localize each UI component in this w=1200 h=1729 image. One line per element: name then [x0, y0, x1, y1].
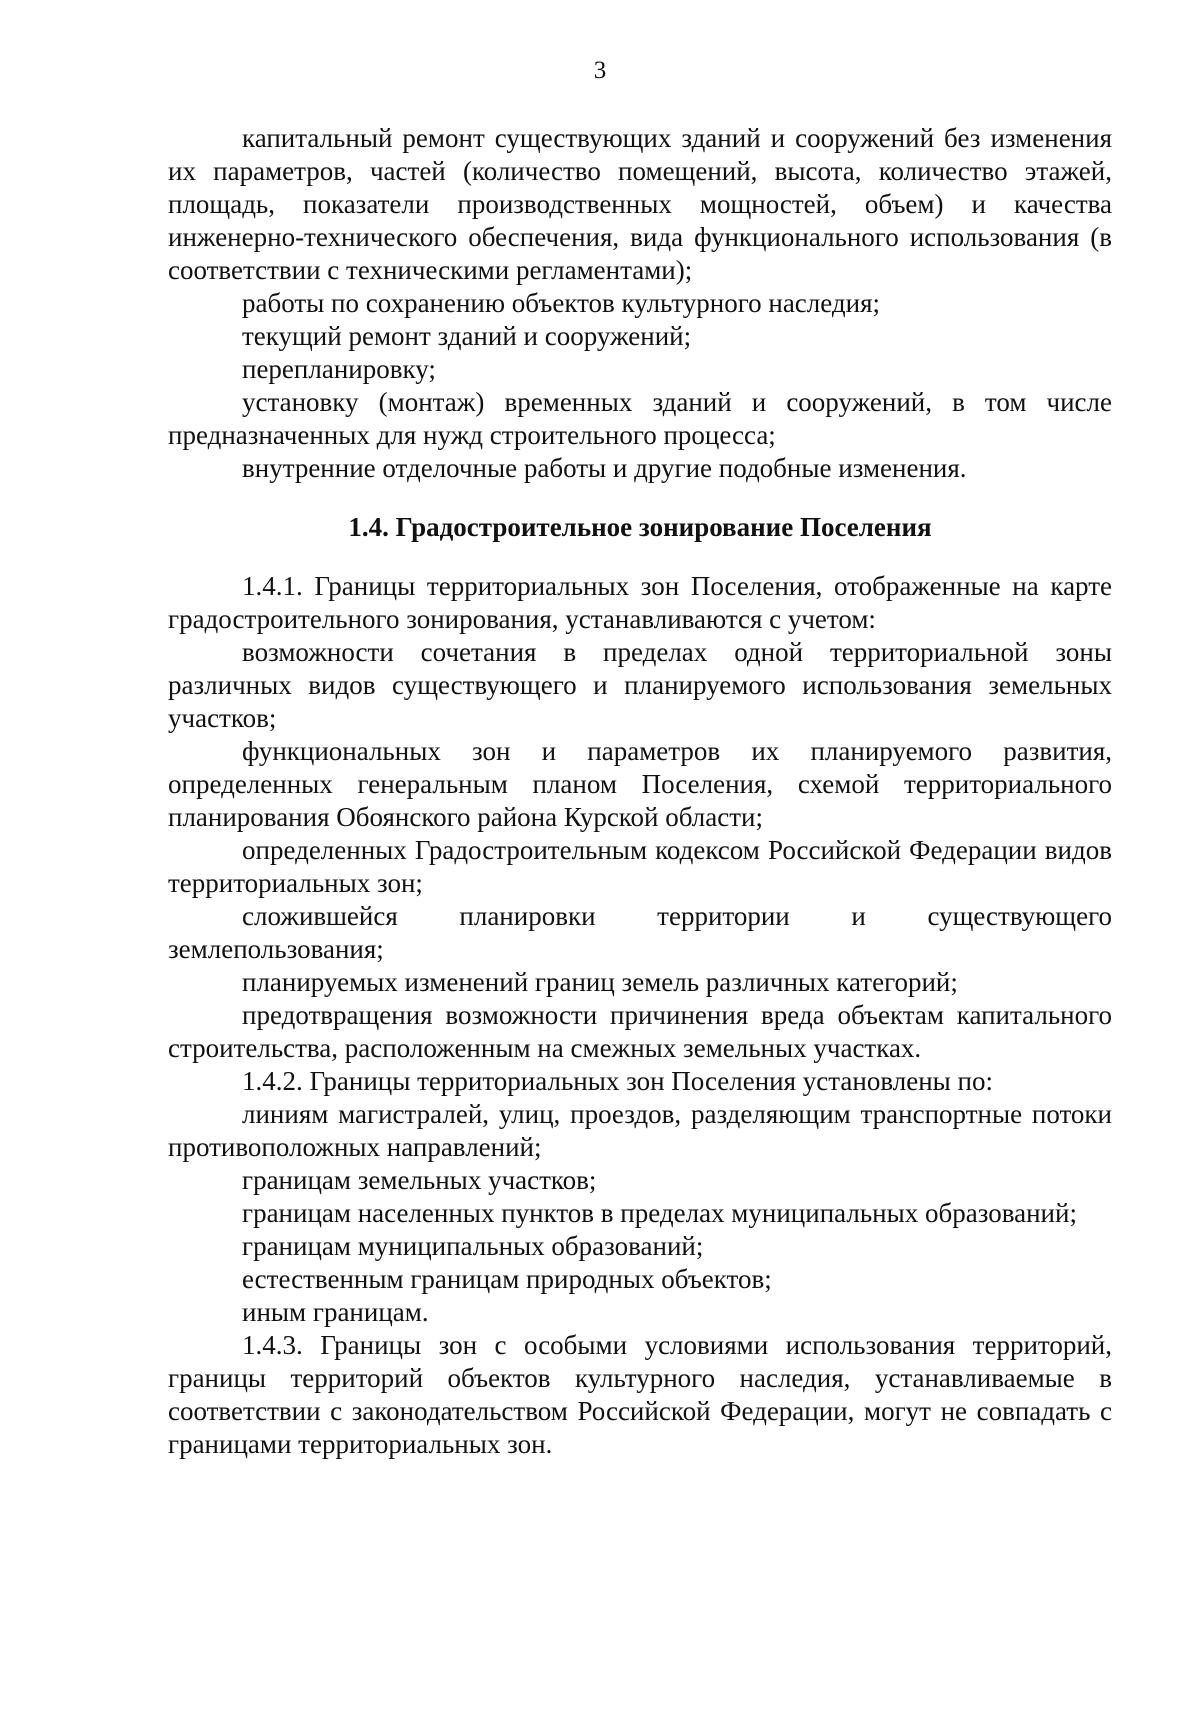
- paragraph: естественным границам природных объектов;: [242, 1264, 772, 1294]
- paragraph: внутренние отделочные работы и другие подобные изменения.: [242, 453, 967, 483]
- section-heading: 1.4. Градостроительное зонирование Поселения: [348, 512, 932, 542]
- paragraph: определенных Градостроительным кодексом Российской Федерации видов территориальных зон;: [168, 835, 1112, 898]
- document-body: [168, 122, 1112, 1461]
- paragraph: иным границам.: [242, 1297, 429, 1327]
- paragraph: линиям магистралей, улиц, проездов, разделяющим транспортные потоки противоположных направлений;: [168, 1099, 1112, 1162]
- paragraph: планируемых изменений границ земель различных категорий;: [242, 967, 958, 997]
- paragraph: возможности сочетания в пределах одной территориальной зоны различных видов существующего и планируемого использования земельных участков;: [168, 637, 1112, 733]
- paragraph: 1.4.2. Границы территориальных зон Поселения установлены по:: [242, 1066, 993, 1096]
- paragraph: 1.4.1. Границы территориальных зон Поселения, отображенные на карте градостроительного зонирования, устанавливаются с учетом:: [168, 571, 1112, 634]
- paragraph: сложившейся планировки территории и существующего землепользования;: [168, 901, 1112, 964]
- paragraph: предотвращения возможности причинения вреда объектам капитального строительства, расположенным на смежных земельных участках.: [168, 1000, 1112, 1063]
- paragraph: функциональных зон и параметров их планируемого развития, определенных генеральным планом Поселения, схемой территориального планирования Обоянского района Курской области;: [168, 736, 1112, 832]
- paragraph: 1.4.3. Границы зон с особыми условиями использования территорий, границы территорий объектов культурного наследия, устанавливаемые в соответствии с законодательством Российской Федерации, могут не совпадать с границами территориальных зон.: [168, 1330, 1112, 1459]
- paragraph: границам муниципальных образований;: [242, 1231, 704, 1261]
- paragraph: границам населенных пунктов в пределах муниципальных образований;: [242, 1198, 1077, 1228]
- paragraph: границам земельных участков;: [242, 1165, 597, 1195]
- paragraph: капитальный ремонт существующих зданий и сооружений без изменения их параметров, частей (количество помещений, высота, количество этажей, площадь, показатели производственных мощностей, объем) и качества инженерно-технического обеспечения, вида функционального использования (в соответствии с техническими регламентами);: [168, 123, 1112, 285]
- paragraph: перепланировку;: [242, 354, 436, 384]
- paragraph: текущий ремонт зданий и сооружений;: [242, 321, 692, 351]
- paragraph: работы по сохранению объектов культурного наследия;: [242, 288, 880, 318]
- page-number: 3: [593, 57, 607, 84]
- paragraph: установку (монтаж) временных зданий и сооружений, в том числе предназначенных для нужд строительного процесса;: [168, 387, 1112, 450]
